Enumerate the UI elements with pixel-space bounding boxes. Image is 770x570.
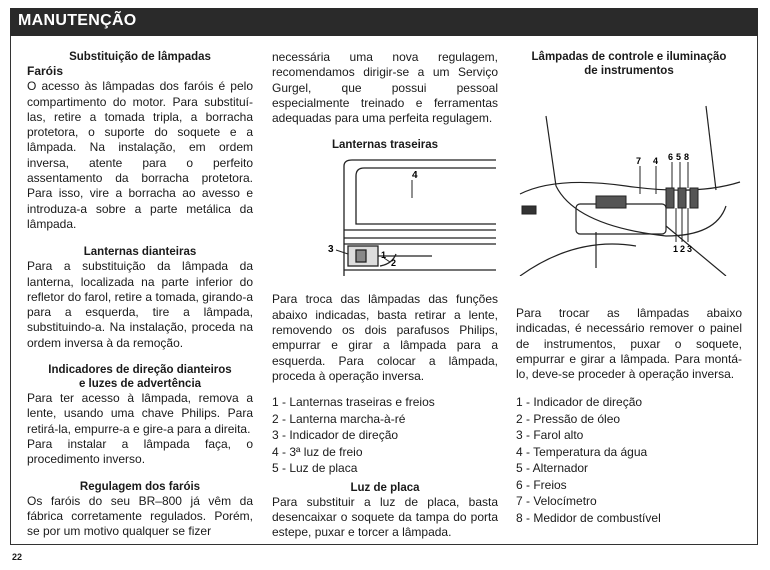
fig-label-3: 3	[328, 244, 334, 256]
list-item: 5 - Alternador	[516, 461, 589, 476]
fig-label-4: 4	[412, 170, 418, 182]
dashboard-illustration	[516, 86, 742, 276]
paragraph-placa: Para substituir a luz de placa, basta desencaixar o soquete da tampa do porta estepe, puxar e torcer a lâmpada.	[272, 494, 498, 540]
list-item: 8 - Medidor de combustível	[516, 510, 661, 525]
rear-light-illustration	[272, 158, 498, 278]
fig-label-8: 8	[684, 152, 690, 162]
list-item: 2 - Pressão de óleo	[516, 411, 621, 426]
paragraph-lanternas: Para a substituição da lâmpada da lanterna, localizada na parte inferior do refletor do farol, retire a tomada, girando-a para a esquerda, tire a lâmpada, substituindo-a. Na instalação, proceda na ordem inversa à da remoção.	[27, 259, 253, 350]
paragraph-troca: Para troca das lâmpadas das funções abaixo indicadas, basta retirar a lente, removendo os dois parafusos Philips, empurrar e girar a lâmpada para a esquerda. Para colocar a lâmpada, proceda à operação inversa.	[272, 292, 498, 383]
fig-label-1: 1	[673, 244, 679, 254]
page-header	[10, 8, 758, 36]
heading-controle-1: Lâmpadas de controle e iluminação	[531, 51, 727, 63]
heading-indicadores-2: e luzes de advertência	[78, 378, 202, 391]
list-item: 1 - Lanternas traseiras e freios	[272, 395, 435, 410]
rear-lamp-list	[272, 394, 498, 477]
list-item: 4 - 3ª luz de freio	[272, 444, 363, 459]
page-number: 22	[12, 552, 23, 562]
fig-label-5: 5	[676, 152, 682, 162]
column-left	[27, 50, 253, 539]
column-right	[516, 50, 742, 526]
section-title: MANUTENÇÃO	[18, 12, 137, 29]
list-item: 3 - Farol alto	[516, 428, 584, 443]
list-item: 7 - Velocímetro	[516, 494, 597, 509]
heading-farois: Faróis	[27, 64, 64, 78]
list-item: 4 - Temperatura da água	[516, 444, 648, 459]
heading-luz-placa: Luz de placa	[350, 481, 420, 494]
fig-label-2: 2	[680, 244, 686, 254]
heading-controle-2: de instrumentos	[584, 65, 674, 77]
fig-label-6: 6	[668, 152, 674, 162]
column-middle	[272, 50, 498, 541]
fig-label-2: 2	[391, 258, 397, 269]
list-item: 1 - Indicador de direção	[516, 395, 643, 410]
paragraph-regulagem: Os faróis do seu BR–800 já vêm da fábrica corretamente regulados. Porém, se por um motivo qualquer se fizer	[27, 493, 253, 539]
heading-regulagem: Regulagem dos faróis	[79, 480, 201, 493]
heading-substituicao: Substituição de lâmpadas	[69, 51, 211, 63]
list-item: 6 - Freios	[516, 477, 567, 492]
fig-label-3: 3	[687, 244, 693, 254]
fig-label-7: 7	[636, 156, 642, 166]
heading-lanternas-dianteiras: Lanternas dianteiras	[83, 246, 197, 259]
paragraph-regulagem-cont: necessária uma nova regulagem, recomendamos dirigir-se a um Serviço Gurgel, que possui pessoal especialmente treinado e ferramentas adequadas para uma perfeita regulagem.	[272, 50, 498, 126]
list-item: 2 - Lanterna marcha-à-ré	[272, 411, 406, 426]
heading-lanternas-traseiras: Lanternas traseiras	[331, 139, 439, 152]
fig-label-1: 1	[381, 250, 387, 261]
list-item: 3 - Indicador de direção	[272, 428, 399, 443]
control-lamp-list	[516, 394, 742, 526]
list-item: 5 - Luz de placa	[272, 461, 358, 476]
paragraph-trocar: Para trocar as lâmpadas abaixo indicadas, é necessário remover o painel de instrumentos, puxar o soquete, empurrar e girar a lâmpada. Para montá-lo, deve-se proceder à operação inversa.	[516, 306, 742, 382]
paragraph-farois: O acesso às lâmpadas dos faróis é pelo compartimento do motor. Para substituí-las, retire a tomada tripla, a borracha protetora, o suporte do soquete e a lâmpada. Na instalação, em ordem inversa, atente para o perfeito assentamento da borracha protetora. Para isso, vire a borracha ao avesso e introduza-a sobre a parte metálica da lâmpada.	[27, 79, 253, 231]
fig-label-4: 4	[653, 156, 659, 166]
paragraph-indicadores-2: Para instalar a lâmpada faça, o procedimento inverso.	[27, 436, 253, 467]
paragraph-indicadores: Para ter acesso à lâmpada, remova a lente, usando uma chave Philips. Para retirá-la, empurre-a e gire-a para a direita.	[27, 391, 253, 436]
heading-indicadores-1: Indicadores de direção dianteiros	[48, 364, 232, 377]
